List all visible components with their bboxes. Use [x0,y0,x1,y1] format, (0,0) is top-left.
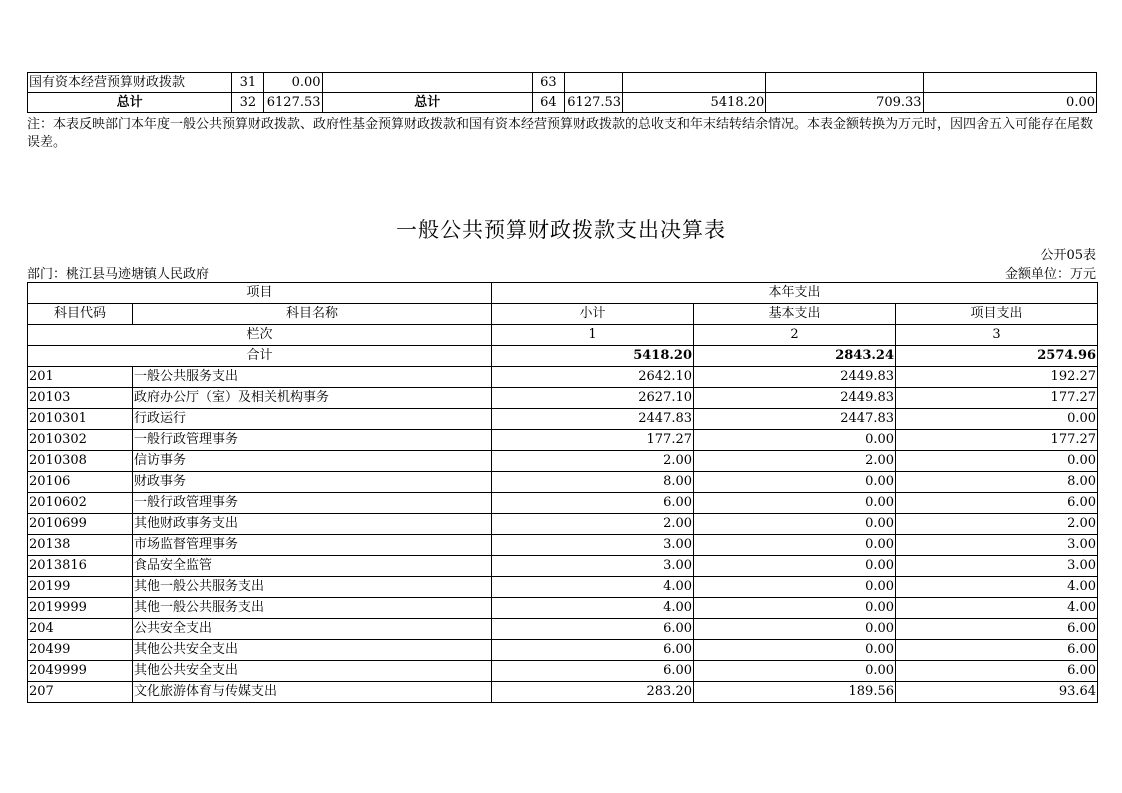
header-row-3 [28,325,1098,346]
table-note: 注：本表反映部门本年度一般公共预算财政拨款、政府性基金预算财政拨款和国有资本经营预算财政拨款的总收支和年末结转结余情况。本表金额转换为万元时，因四舍五入可能存在尾数误差。 [27,117,1094,150]
row-basic: 0.00 [694,640,896,661]
row-name: 财政事务 [133,472,492,493]
row-code: 2010308 [28,451,133,472]
row-subtotal: 6.00 [492,661,694,682]
table-row [28,493,1098,514]
header-code: 科目代码 [28,304,133,325]
header-row-2 [28,304,1098,325]
row-project: 4.00 [896,598,1098,619]
prev-total-line2: 64 [532,93,564,113]
row-subtotal: 2.00 [492,514,694,535]
row-name: 政府办公厅（室）及相关机构事务 [133,388,492,409]
row-subtotal: 4.00 [492,577,694,598]
prev-row-c5 [923,73,1096,93]
header-col2: 2 [694,325,896,346]
row-project: 0.00 [896,451,1098,472]
row-code: 2019999 [28,598,133,619]
row-name: 一般公共服务支出 [133,367,492,388]
prev-row-c4 [766,73,923,93]
row-project: 6.00 [896,619,1098,640]
table-body [28,367,1098,703]
row-project: 2.00 [896,514,1098,535]
row-subtotal: 2627.10 [492,388,694,409]
row-code: 204 [28,619,133,640]
row-name: 公共安全支出 [133,619,492,640]
row-code: 20138 [28,535,133,556]
row-basic: 0.00 [694,514,896,535]
row-subtotal: 3.00 [492,535,694,556]
row-project: 3.00 [896,535,1098,556]
row-project: 93.64 [896,682,1098,703]
prev-total-c3: 5418.20 [623,93,766,113]
row-subtotal: 6.00 [492,619,694,640]
total-basic: 2843.24 [694,346,896,367]
prev-total-amount2: 6127.53 [564,93,622,113]
row-code: 20499 [28,640,133,661]
unit-label: 金额单位：万元 [1004,267,1096,282]
prev-table-total-row [28,93,1097,113]
row-name: 其他公共安全支出 [133,640,492,661]
prev-row-label2 [322,73,532,93]
table-row [28,535,1098,556]
table-row [28,619,1098,640]
prev-row-amount2 [564,73,622,93]
row-code: 2010301 [28,409,133,430]
row-subtotal: 283.20 [492,682,694,703]
header-basic: 基本支出 [694,304,896,325]
table-row [28,472,1098,493]
row-name: 一般行政管理事务 [133,493,492,514]
row-basic: 0.00 [694,619,896,640]
row-name: 其他一般公共服务支出 [133,577,492,598]
prev-row-line2: 63 [532,73,564,93]
row-project: 6.00 [896,640,1098,661]
table-row [28,409,1098,430]
row-subtotal: 6.00 [492,493,694,514]
prev-table-continuation [27,72,1097,113]
form-number: 公开05表 [1040,248,1096,263]
row-code: 2013816 [28,556,133,577]
row-code: 2010699 [28,514,133,535]
header-col1: 1 [492,325,694,346]
row-basic: 0.00 [694,556,896,577]
row-code: 2010302 [28,430,133,451]
row-subtotal: 8.00 [492,472,694,493]
prev-total-label: 总计 [28,93,232,113]
row-basic: 0.00 [694,577,896,598]
total-project: 2574.96 [896,346,1098,367]
row-basic: 0.00 [694,430,896,451]
row-project: 192.27 [896,367,1098,388]
table-row [28,577,1098,598]
prev-total-c4: 709.33 [766,93,923,113]
expenditure-table [27,282,1098,703]
row-code: 2049999 [28,661,133,682]
row-subtotal: 4.00 [492,598,694,619]
header-row-1 [28,283,1098,304]
row-name: 市场监督管理事务 [133,535,492,556]
row-subtotal: 6.00 [492,640,694,661]
row-code: 20106 [28,472,133,493]
row-subtotal: 2.00 [492,451,694,472]
header-column-no: 栏次 [28,325,492,346]
row-code: 207 [28,682,133,703]
total-subtotal: 5418.20 [492,346,694,367]
row-basic: 0.00 [694,661,896,682]
row-project: 6.00 [896,493,1098,514]
row-basic: 2.00 [694,451,896,472]
header-name: 科目名称 [133,304,492,325]
department-label: 部门：桃江县马迹塘镇人民政府 [27,267,210,282]
page-title: 一般公共预算财政拨款支出决算表 [396,218,726,242]
row-name: 一般行政管理事务 [133,430,492,451]
table-row [28,388,1098,409]
row-project: 6.00 [896,661,1098,682]
row-project: 177.27 [896,430,1098,451]
table-row [28,367,1098,388]
header-col3: 3 [896,325,1098,346]
row-basic: 0.00 [694,493,896,514]
table-row [28,556,1098,577]
row-name: 其他一般公共服务支出 [133,598,492,619]
row-basic: 0.00 [694,535,896,556]
row-basic: 2449.83 [694,388,896,409]
header-current-year: 本年支出 [492,283,1098,304]
total-row [28,346,1098,367]
table-row [28,661,1098,682]
row-name: 行政运行 [133,409,492,430]
prev-row-line: 31 [232,73,264,93]
row-basic: 0.00 [694,472,896,493]
prev-total-amount: 6127.53 [264,93,322,113]
row-name: 食品安全监管 [133,556,492,577]
row-name: 文化旅游体育与传媒支出 [133,682,492,703]
row-code: 2010602 [28,493,133,514]
row-subtotal: 2642.10 [492,367,694,388]
table-row [28,514,1098,535]
prev-row-label: 国有资本经营预算财政拨款 [28,73,232,93]
prev-row-amount: 0.00 [264,73,322,93]
table-row [28,451,1098,472]
row-basic: 2449.83 [694,367,896,388]
total-label: 合计 [28,346,492,367]
header-subtotal: 小计 [492,304,694,325]
table-row [28,598,1098,619]
table-row [28,430,1098,451]
header-item: 项目 [28,283,492,304]
row-name: 其他公共安全支出 [133,661,492,682]
table-row [28,640,1098,661]
row-name: 信访事务 [133,451,492,472]
prev-total-c5: 0.00 [923,93,1096,113]
row-code: 20103 [28,388,133,409]
row-basic: 189.56 [694,682,896,703]
row-project: 3.00 [896,556,1098,577]
row-code: 20199 [28,577,133,598]
row-name: 其他财政事务支出 [133,514,492,535]
table-row [28,682,1098,703]
prev-table-row [28,73,1097,93]
prev-total-label2: 总计 [322,93,532,113]
row-basic: 0.00 [694,598,896,619]
row-code: 201 [28,367,133,388]
row-project: 8.00 [896,472,1098,493]
row-basic: 2447.83 [694,409,896,430]
row-subtotal: 3.00 [492,556,694,577]
header-project: 项目支出 [896,304,1098,325]
prev-total-line: 32 [232,93,264,113]
row-project: 4.00 [896,577,1098,598]
row-subtotal: 177.27 [492,430,694,451]
row-project: 0.00 [896,409,1098,430]
prev-row-c3 [623,73,766,93]
row-project: 177.27 [896,388,1098,409]
row-subtotal: 2447.83 [492,409,694,430]
